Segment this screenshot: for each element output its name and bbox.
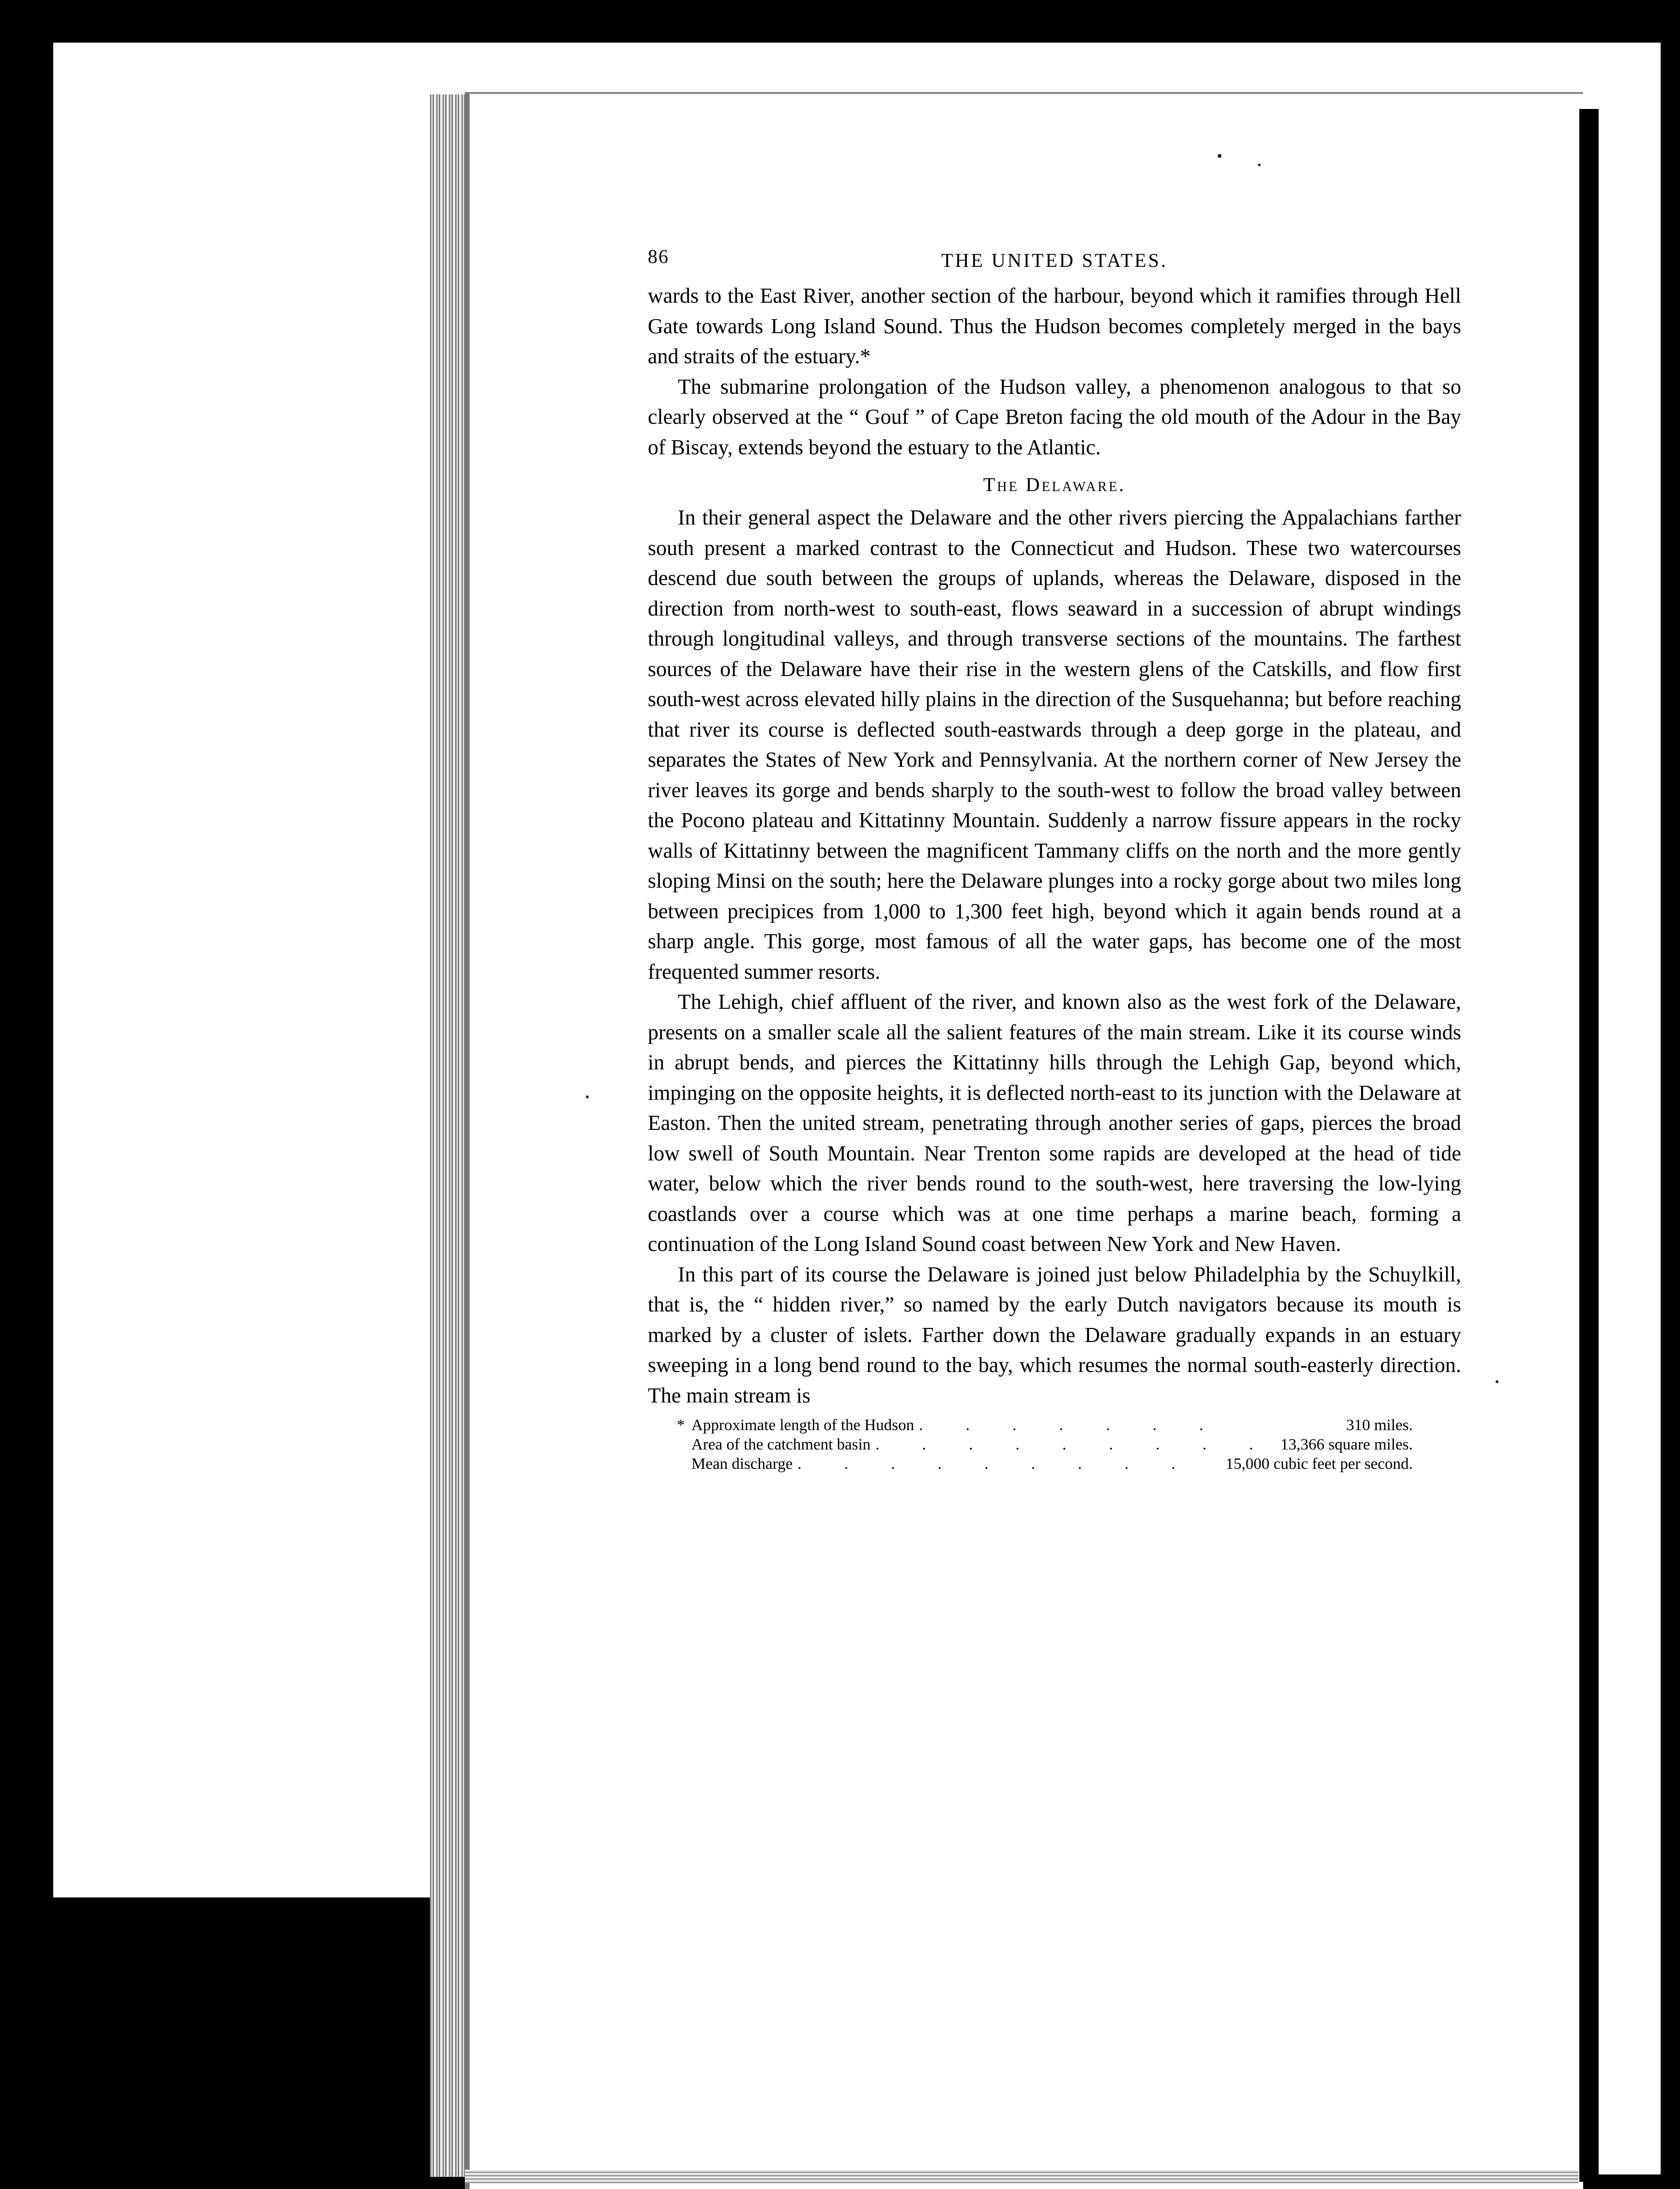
scan-speck bbox=[586, 1095, 589, 1098]
paragraph: In their general aspect the Delaware and the other rivers piercing the Appalachians farther south present a marked contrast to the Connecticut and Hudson. These two watercourses descend due south between the groups of uplands, whereas the Delaware, disposed in the direction from north-west to south-east, flows seaward in a succession of abrupt windings through longitudinal valleys, and through transverse sections of the mountains. The farthest sources of the Delaware have their rise in the western glens of the Catskills, and flow first south-west across elevated hilly plains in the direction of the Susquehanna; but before reaching that river its course is deflected south-eastwards through a deep gorge in the plateau, and separates the States of New York and Pennsylvania. At the northern corner of New Jersey the river leaves its gorge and bends sharply to the south-west to follow the broad valley between the Pocono plateau and Kittatinny Mountain. Suddenly a narrow fissure appears in the rocky walls of Kittatinny between the magnificent Tammany cliffs on the north and the more gently sloping Minsi on the south; here the Delaware plunges into a rocky gorge about two miles long between precipices from 1,000 to 1,300 feet high, beyond which it again bends round at a sharp angle. This gorge, most famous of all the water gaps, has become one of the most frequented summer resorts. bbox=[648, 506, 1461, 984]
footnote-leader: . . . . . . . bbox=[919, 1417, 1223, 1434]
page-text bbox=[648, 242, 1461, 1474]
section-title: The Delaware. bbox=[983, 474, 1126, 495]
page-bottom-edge bbox=[465, 2170, 1578, 2183]
scan-speck bbox=[1496, 1380, 1498, 1383]
footnote-row bbox=[677, 1416, 1413, 1435]
footnote-label: Approximate length of the Hudson bbox=[691, 1417, 915, 1434]
footnote-mark: * bbox=[677, 1417, 685, 1434]
running-head: THE UNITED STATES. bbox=[941, 249, 1168, 271]
footnote-value: 15,000 cubic feet per second. bbox=[1225, 1455, 1413, 1473]
paragraph: The submarine prolongation of the Hudson valley, a phenomenon analogous to that so clearly observed at the “ Gouf ” of Cape Breton facing the old mouth of the Adour in the Bay of Biscay, extends beyond the estuary to the Atlantic. bbox=[648, 374, 1461, 459]
scan-speck bbox=[1218, 154, 1222, 158]
page-stack-edge bbox=[430, 94, 465, 2177]
footnote-row bbox=[677, 1454, 1413, 1474]
scan-speck bbox=[1258, 164, 1261, 166]
footnote-row bbox=[677, 1435, 1413, 1454]
footnote-label: Mean discharge bbox=[691, 1455, 793, 1473]
page-header bbox=[648, 242, 1461, 281]
paragraph: In this part of its course the Delaware is joined just below Philadelphia by the Schuylkill, that is, the “ hidden river,” so named by the early Dutch navigators because its mouth is marked by a cluster of islets. Farther down the Delaware gradually expands in an estuary sweeping in a long bend round to the bay, which resumes the normal south-easterly direction. The main stream is bbox=[648, 1262, 1461, 1407]
book-gutter bbox=[1579, 109, 1599, 2182]
page-number: 86 bbox=[648, 246, 669, 267]
footnote-value: 13,366 square miles. bbox=[1280, 1436, 1413, 1453]
paragraph: wards to the East River, another section of the harbour, beyond which it ramifies through Hell Gate towards Long Island Sound. Thus the Hudson becomes completely merged in the bays and straits of the estuary.* bbox=[648, 284, 1461, 368]
facing-page-edge bbox=[1599, 116, 1661, 2174]
footnote-leader: . . . . . . . . . bbox=[875, 1436, 1273, 1453]
footnote-leader: . . . . . . . . . bbox=[797, 1455, 1195, 1473]
footnote-label: Area of the catchment basin bbox=[691, 1436, 871, 1453]
footnote bbox=[677, 1416, 1413, 1474]
footnote-value: 310 miles. bbox=[1346, 1417, 1413, 1434]
paragraph: The Lehigh, chief affluent of the river, and known also as the west fork of the Delaware, presents on a smaller scale all the salient features of the main stream. Like it its course winds in abrupt bends, and pierces the Kittatinny hills through the Lehigh Gap, beyond which, impinging on the opposite heights, it is deflected north-east to its junction with the Delaware at Easton. Then the united stream, penetrating through another series of gaps, pierces the broad low swell of South Mountain. Near Trenton some rapids are developed at the head of tide water, below which the river bends round to the south-west, here traversing the low-lying coastlands over a course which was at one time perhaps a marine beach, forming a continuation of the Long Island Sound coast between New York and New Haven. bbox=[648, 990, 1461, 1256]
